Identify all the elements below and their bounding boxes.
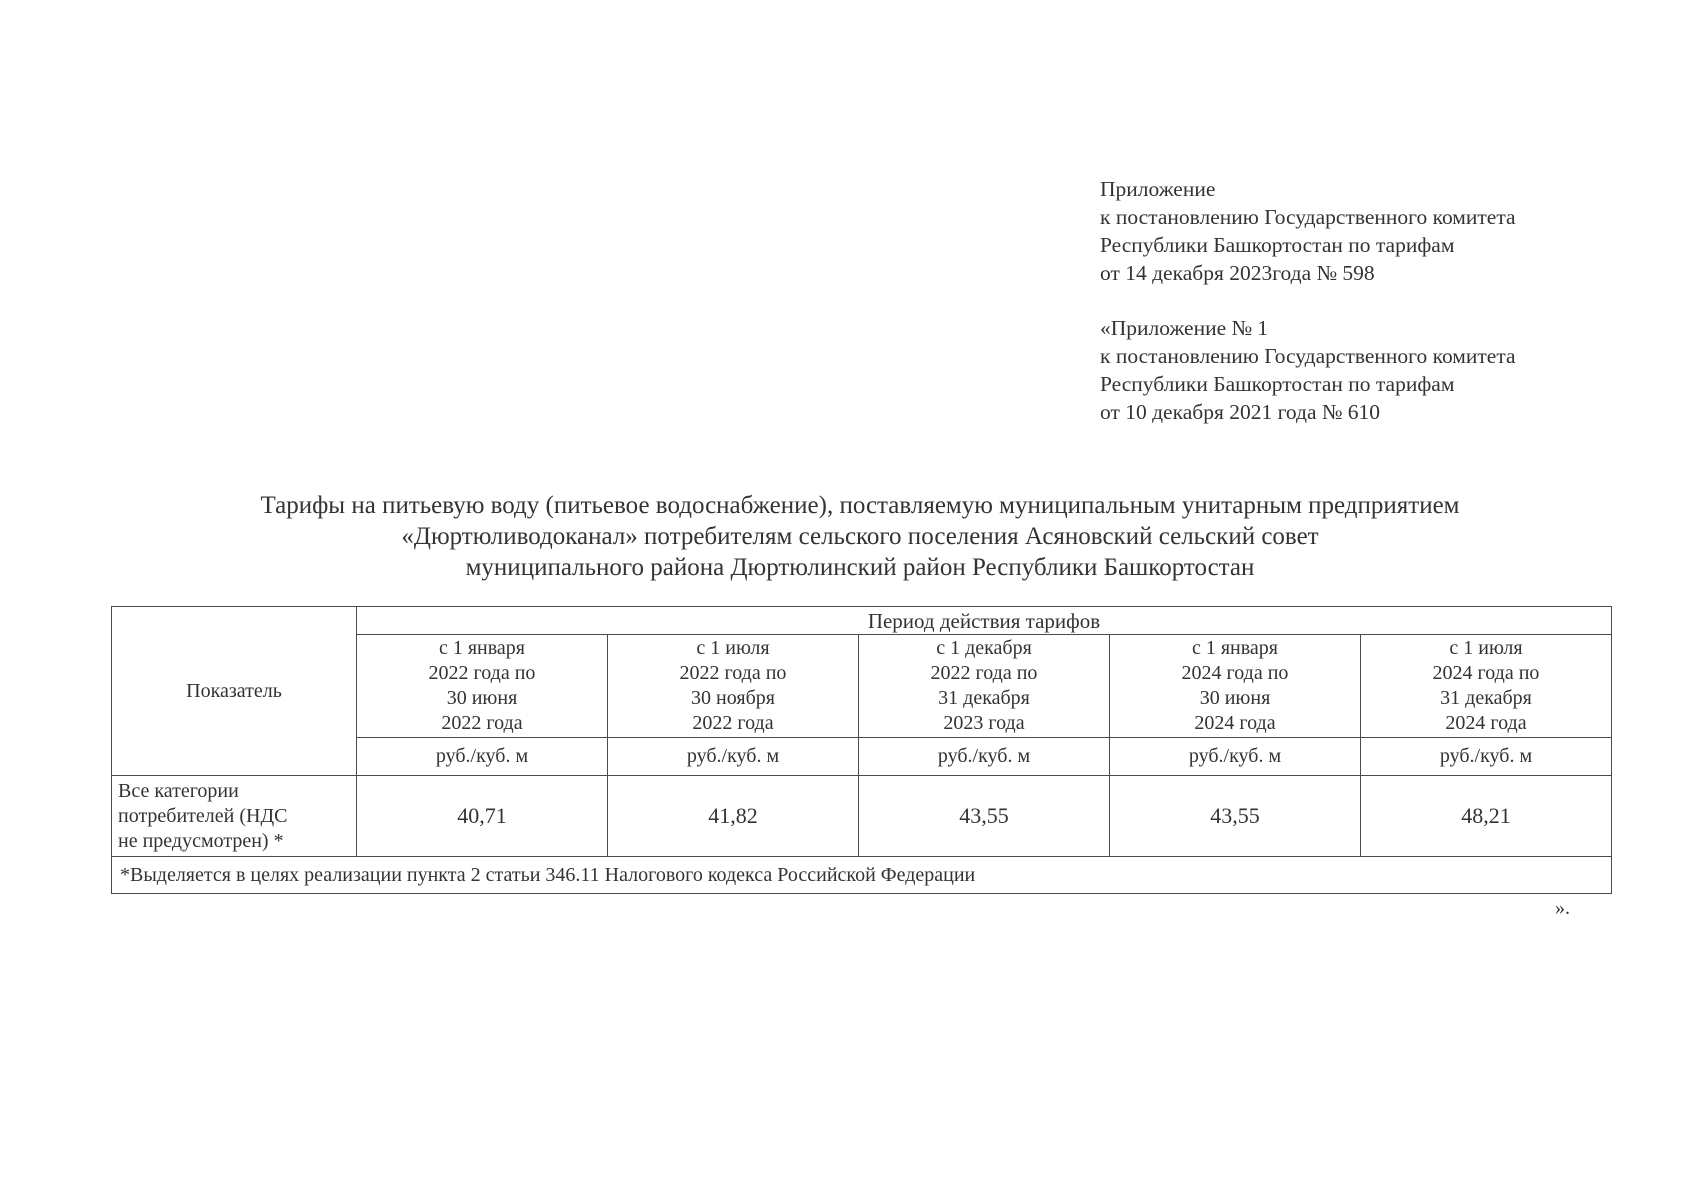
appendix-line: Республики Башкортостан по тарифам — [1100, 233, 1455, 257]
row-label — [112, 776, 357, 857]
table-header-row — [112, 607, 1612, 635]
appendix-line: «Приложение № 1 — [1100, 316, 1269, 340]
unit-cell: руб./куб. м — [1361, 738, 1612, 776]
appendix-line: от 10 декабря 2021 года № 610 — [1100, 400, 1380, 424]
unit-cell: руб./куб. м — [608, 738, 859, 776]
period-header: Период действия тарифов — [357, 607, 1612, 635]
period-line: с 1 января — [1191, 637, 1279, 659]
period-line: 2024 года по — [1432, 662, 1540, 684]
row-label-line: не предусмотрен) * — [118, 829, 284, 852]
unit-cell: руб./куб. м — [357, 738, 608, 776]
tariff-value: 43,55 — [1110, 776, 1361, 857]
period-cell — [357, 635, 608, 738]
appendix-line: Республики Башкортостан по тарифам — [1100, 372, 1455, 396]
period-line: 2022 года — [441, 712, 523, 734]
period-cell — [1361, 635, 1612, 738]
period-line: 2022 года по — [930, 662, 1038, 684]
period-cell — [859, 635, 1110, 738]
title-line: «Дюртюливодоканал» потребителям сельского поселения Асяновский сельский совет — [401, 523, 1319, 550]
appendix-line: от 14 декабря 2023года № 598 — [1100, 261, 1375, 285]
table-footnote: *Выделяется в целях реализации пункта 2 статьи 346.11 Налогового кодекса Российской Федерации — [112, 857, 1612, 894]
appendix-line: Приложение — [1100, 177, 1216, 201]
tariff-table — [111, 606, 1612, 894]
appendix-line: к постановлению Государственного комитета — [1100, 205, 1516, 229]
period-line: с 1 июля — [696, 637, 770, 659]
period-cell — [608, 635, 859, 738]
row-label-line: Все категории — [118, 779, 239, 802]
table-row — [112, 776, 1612, 857]
document-title — [110, 490, 1610, 583]
appendix-note-original — [1100, 314, 1660, 426]
period-line: 2024 года — [1194, 712, 1276, 734]
period-line: 2022 года — [692, 712, 774, 734]
period-line: с 1 января — [438, 637, 526, 659]
footnote-row — [112, 857, 1612, 894]
unit-cell: руб./куб. м — [1110, 738, 1361, 776]
period-cell — [1110, 635, 1361, 738]
period-line: 31 декабря — [1440, 687, 1532, 709]
period-line: 30 июня — [446, 687, 518, 709]
appendix-line: к постановлению Государственного комитета — [1100, 344, 1516, 368]
tariff-value: 48,21 — [1361, 776, 1612, 857]
period-line: 2023 года — [943, 712, 1025, 734]
title-line: Тарифы на питьевую воду (питьевое водоснабжение), поставляемую муниципальным унитарным предприятием — [260, 492, 1460, 519]
tariff-value: 41,82 — [608, 776, 859, 857]
period-line: 31 декабря — [938, 687, 1030, 709]
unit-cell: руб./куб. м — [859, 738, 1110, 776]
period-line: с 1 июля — [1449, 637, 1523, 659]
closing-quote-mark: ». — [1555, 897, 1570, 919]
appendix-note-current — [1100, 175, 1660, 287]
title-line: муниципального района Дюртюлинский район Республики Башкортостан — [465, 554, 1255, 581]
period-line: с 1 декабря — [936, 637, 1032, 659]
period-line: 30 ноября — [691, 687, 775, 709]
tariff-value: 43,55 — [859, 776, 1110, 857]
period-line: 2022 года по — [679, 662, 787, 684]
period-line: 2024 года по — [1181, 662, 1289, 684]
period-line: 2024 года — [1445, 712, 1527, 734]
row-label-line: потребителей (НДС — [118, 804, 288, 827]
period-line: 2022 года по — [428, 662, 536, 684]
indicator-header: Показатель — [112, 607, 357, 776]
tariff-value: 40,71 — [357, 776, 608, 857]
period-line: 30 июня — [1199, 687, 1271, 709]
